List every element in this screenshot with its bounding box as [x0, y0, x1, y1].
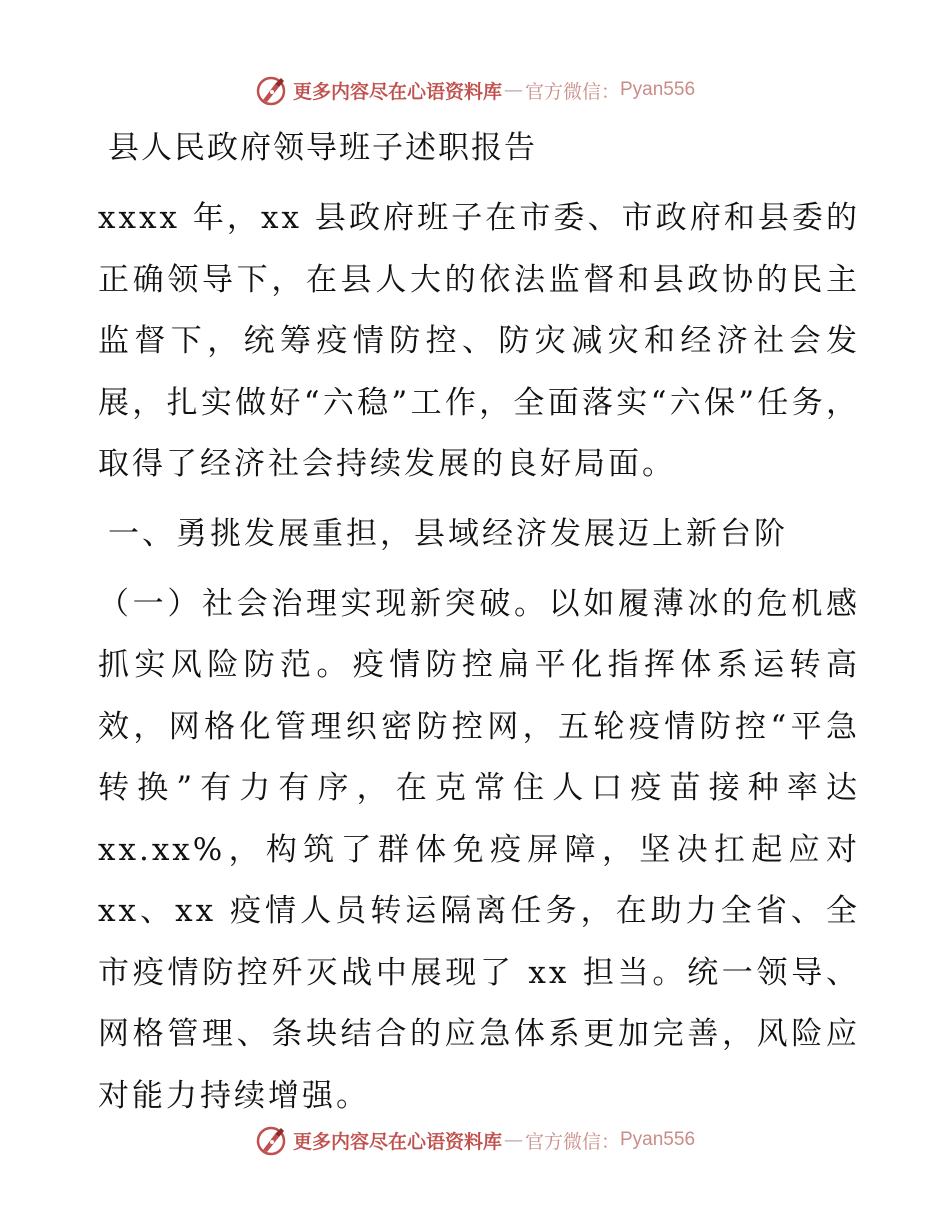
watermark-separator: —	[503, 79, 523, 101]
intro-paragraph: xxxx 年，xx 县政府班子在市委、市政府和县委的正确领导下，在县人大的依法监督和县政协的民主监督下，统筹疫情防控、防灾减灾和经济社会发展，扎实做好“六稳”工作，全面落实“六保”任务，取得了经济社会持续发展的良好局面。	[98, 200, 860, 482]
footer-watermark	[0, 1120, 950, 1160]
watermark-wechat-label: 官方微信：	[524, 1130, 620, 1153]
pen-logo-icon	[255, 74, 287, 106]
watermark-brand-text: 更多内容尽在心语资料库	[292, 80, 502, 103]
watermark-wechat-id: Pyan556	[620, 79, 696, 100]
subsection-paragraph: （一）社会治理实现新突破。以如履薄冰的危机感抓实风险防范。疫情防控扁平化指挥体系运转高效，网格化管理织密防控网，五轮疫情防控“平急转换”有力有序，在克常住人口疫苗接种率达 xx.xx%，构筑了群体免疫屏障，坚决扛起应对 xx、xx 疫情人员转运隔离任务，在助力全省、全市疫情防控歼灭战中展现了 xx 担当。统一领导、网格管理、条块结合的应急体系更加完善，风险应对能力持续增强。	[98, 585, 860, 1114]
header-watermark	[0, 70, 950, 110]
watermark-wechat-label: 官方微信：	[524, 80, 620, 103]
section-heading: 一、勇挑发展重担，县域经济发展迈上新台阶	[108, 515, 788, 552]
watermark-separator: —	[503, 1129, 523, 1151]
watermark-brand-text: 更多内容尽在心语资料库	[292, 1130, 502, 1153]
watermark-wechat-id: Pyan556	[620, 1129, 696, 1150]
document-title: 县人民政府领导班子述职报告	[108, 130, 537, 166]
document-body	[98, 122, 860, 1139]
pen-logo-icon	[255, 1124, 287, 1156]
